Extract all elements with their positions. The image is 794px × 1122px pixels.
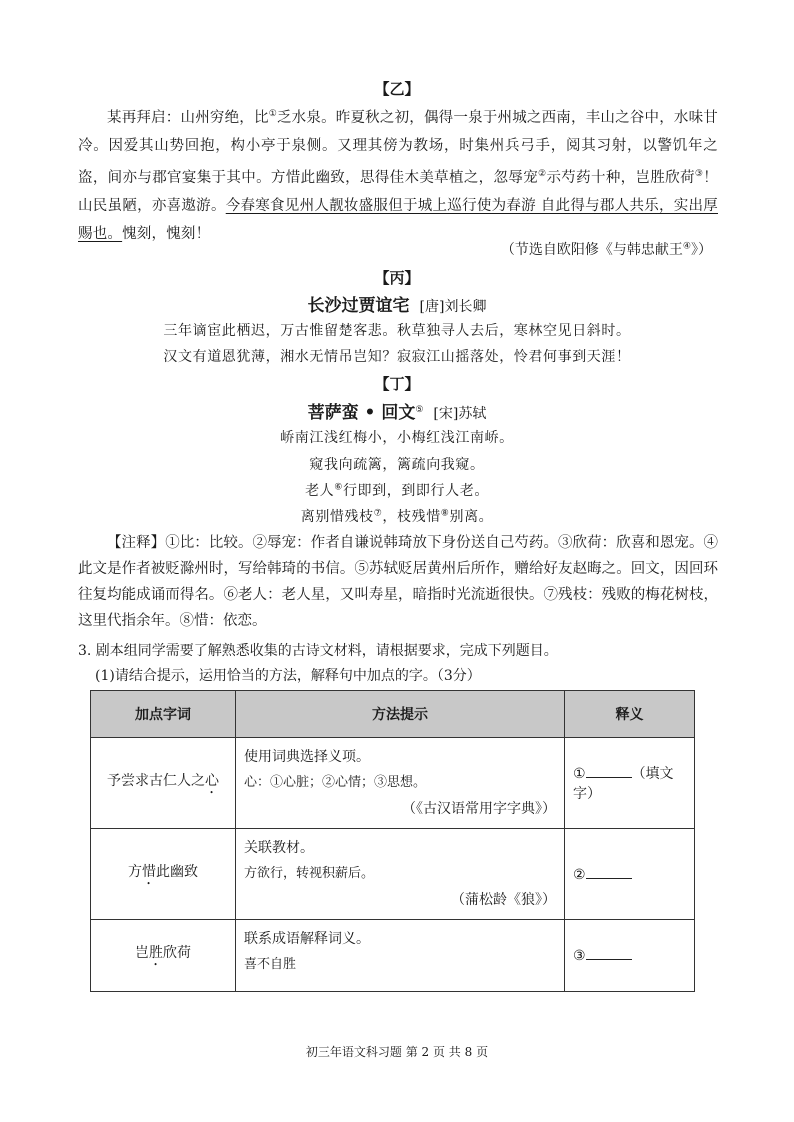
answer-table	[90, 690, 695, 992]
method-cell: 关联教材。 方欲行，转视积薪后。 （蒲松龄《狼》）	[236, 829, 565, 920]
table-header: 加点字词	[91, 691, 236, 738]
method-cell: 联系成语解释词义。 喜不自胜	[236, 920, 565, 992]
answer-cell[interactable]: ②	[565, 829, 695, 920]
table-header: 释义	[565, 691, 695, 738]
dotted-word-cell: 岂胜欣荷	[91, 920, 236, 992]
ding-poem-line: 窥我向疏篱，篱疏向我窥。	[309, 457, 485, 473]
table-row	[91, 920, 695, 992]
ding-poem-line: 老人⑥行即到，到即行人老。	[305, 482, 489, 499]
table-row	[91, 829, 695, 920]
section-bing-heading: 【丙】	[374, 269, 420, 287]
method-cell: 使用词典选择义项。 心：①心脏；②心情；③思想。 （《古汉语常用字字典》）	[236, 738, 565, 829]
answer-cell[interactable]: ① （填文字）	[565, 738, 695, 829]
question-stem: 3. 剧本组同学需要了解熟悉收集的古诗文材料，请根据要求，完成下列题目。	[78, 643, 558, 659]
underlined-sentence: 今春寒食见州人靓妆盛服但于城上巡行使为春游 自此得与郡人共乐，实出厚赐也。	[78, 197, 718, 242]
table-header: 方法提示	[236, 691, 565, 738]
yi-source: （节选自欧阳修《与韩忠献王④》）	[500, 241, 712, 258]
section-ding-heading: 【丁】	[374, 375, 420, 393]
bing-poem-line: 三年谪宦此栖迟，万古惟留楚客悲。秋草独寻人去后，寒林空见日斜时。	[163, 323, 631, 339]
page-footer: 初三年语文科习题 第 2 页 共 8 页	[305, 1045, 489, 1059]
answer-blank[interactable]	[586, 947, 632, 960]
answer-cell[interactable]: ③	[565, 920, 695, 992]
annotations: 【注释】①比：比较。②辱宠：作者自谦说韩琦放下身份送自己芍药。③欣荷：欣喜和恩宠。④此文是作者被贬滁州时，写给韩琦的书信。⑤苏轼贬居黄州后所作，赠给好友赵晦之。回文，因回环往复均能成诵而得名。⑥老人：老人星，又叫寿星，暗指时光流逝很快。⑦残枝：残败的梅花树枝，这里代指余年。⑧惜：依恋。	[78, 535, 718, 629]
yi-letter-text: 某再拜启：山州穷绝，比①乏水泉。昨夏秋之初，偶得一泉于州城之西南，丰山之谷中，水味甘冷。因爱其山势回抱，构小亭于泉侧。又理其傍为教场，时集州兵弓手，阅其习射，以警饥年之盗，间亦与郡官宴集于其中。方惜此幽致，思得佳木美草植之，忽辱宠②示芍药十种，岂胜欣荷③！山民虽陋，亦喜遨游。今春寒食见州人靓妆盛服但于城上巡行使为春游 自此得与郡人共乐，实出厚赐也。愧刻，愧刻！	[78, 109, 718, 242]
ding-poem-line: 峤南江浅红梅小，小梅红浅江南峤。	[280, 430, 514, 446]
dotted-word-cell: 予尝求古仁人之心	[91, 738, 236, 829]
dotted-word-cell: 方惜此幽致	[91, 829, 236, 920]
table-row	[91, 738, 695, 829]
answer-blank[interactable]	[586, 765, 632, 778]
ding-poem-line: 离别惜残枝⑦，枝残惜⑧别离。	[300, 508, 494, 525]
bing-poem-title: 长沙过贾谊宅 [唐]刘长卿	[307, 296, 487, 316]
answer-blank[interactable]	[586, 866, 632, 879]
ding-poem-title: 菩萨蛮 • 回文⑤ [宋]苏轼	[307, 403, 487, 423]
section-yi-heading: 【乙】	[374, 80, 420, 98]
question-sub1: (1)请结合提示，运用恰当的方法，解释句中加点的字。（3分）	[95, 668, 481, 684]
bing-poem-line: 汉文有道恩犹薄，湘水无情吊岂知？寂寂江山摇落处，怜君何事到天涯！	[163, 349, 631, 365]
table-header-row	[91, 691, 695, 738]
